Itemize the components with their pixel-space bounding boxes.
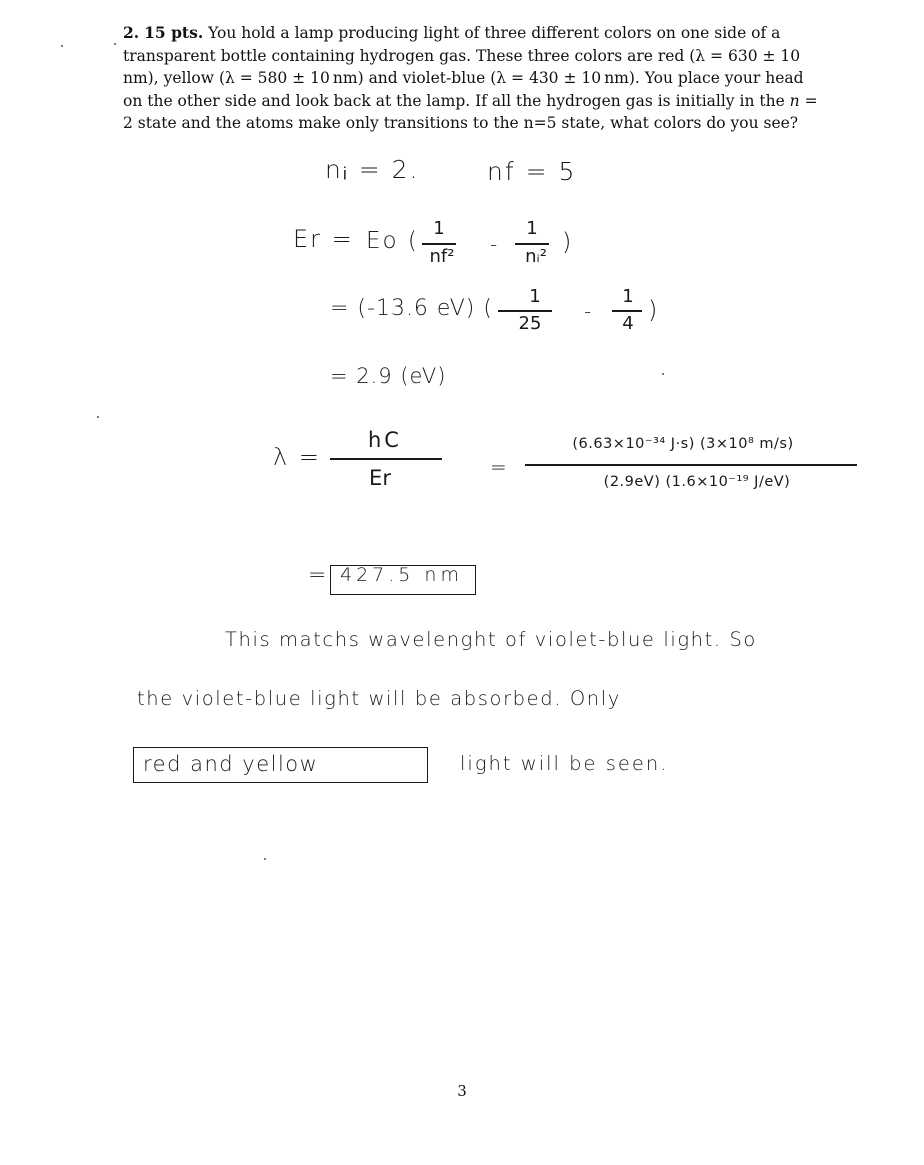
sub-frac2-den: 4 <box>622 313 634 334</box>
answer-text: red and yellow <box>143 752 319 776</box>
sub-frac2-bar <box>612 310 642 312</box>
scan-speck <box>264 858 266 860</box>
problem-statement <box>123 22 823 135</box>
scan-speck <box>61 45 63 47</box>
sub-close: ) <box>648 296 660 324</box>
er-frac1-num: 1 <box>433 218 445 239</box>
lambda-den: Er <box>369 466 391 490</box>
er-frac1-den: nf² <box>429 246 455 267</box>
er-frac2-bar <box>515 243 549 245</box>
sub-frac1-den: 25 <box>518 313 542 334</box>
conclusion-line-2: the violet-blue light will be absorbed. Only <box>137 687 621 710</box>
scan-speck <box>97 416 99 418</box>
er-result: = 2.9 (eV) <box>330 364 447 388</box>
final-state-line: nf = 5 <box>487 157 577 186</box>
lambda-values-bar <box>525 464 857 466</box>
sub-frac1-num: 1 <box>529 286 541 307</box>
lambda-num: hC <box>368 428 402 452</box>
lambda-num-values: (6.63×10⁻³⁴ J·s) (3×10⁸ m/s) <box>572 436 794 452</box>
lambda-lhs: λ = <box>273 443 321 471</box>
lambda-bar <box>330 458 442 460</box>
problem-points: 15 pts. <box>144 23 204 42</box>
er-frac1-bar <box>422 243 456 245</box>
conclusion-line-1: This matchs wavelenght of violet-blue light. So <box>225 628 757 651</box>
initial-state-line: nᵢ = 2. <box>325 155 420 184</box>
sub-frac1-bar <box>498 310 552 312</box>
page-number: 3 <box>457 1082 467 1100</box>
conclusion-line-3: light will be seen. <box>460 752 669 775</box>
sub-frac2-num: 1 <box>622 286 634 307</box>
er-eo: Eo ( <box>366 228 419 254</box>
er-frac2-num: 1 <box>526 218 538 239</box>
lambda-eq: = <box>490 455 509 479</box>
er-minus: - <box>490 232 500 256</box>
lambda-result-eq: = <box>308 563 329 588</box>
sub-minus: - <box>584 299 594 323</box>
substitution-prefix: = (-13.6 eV) ( <box>330 296 493 321</box>
scan-speck <box>662 373 664 375</box>
problem-number: 2. <box>123 23 140 42</box>
er-lhs: Er = <box>293 225 354 253</box>
er-frac2-den: nᵢ² <box>525 246 547 267</box>
lambda-den-values: (2.9eV) (1.6×10⁻¹⁹ J/eV) <box>603 474 791 490</box>
problem-text: You hold a lamp producing light of three different colors on one side of a transparent bottle containing hydrogen gas. These three colors are red (λ = 630 ± 10 nm), yellow (λ = 580 ± 10 nm) and violet-blue (λ = 430 ± 10 nm). You place your head on the other side and look back at the lamp. If all the hydrogen gas is initially in the n = 2 state and the atoms make only transitions to the n=5 state, what colors do you see? <box>123 24 818 132</box>
er-close: ) <box>562 228 574 256</box>
lambda-result: 427.5 nm <box>340 564 463 586</box>
scan-speck <box>114 43 116 45</box>
